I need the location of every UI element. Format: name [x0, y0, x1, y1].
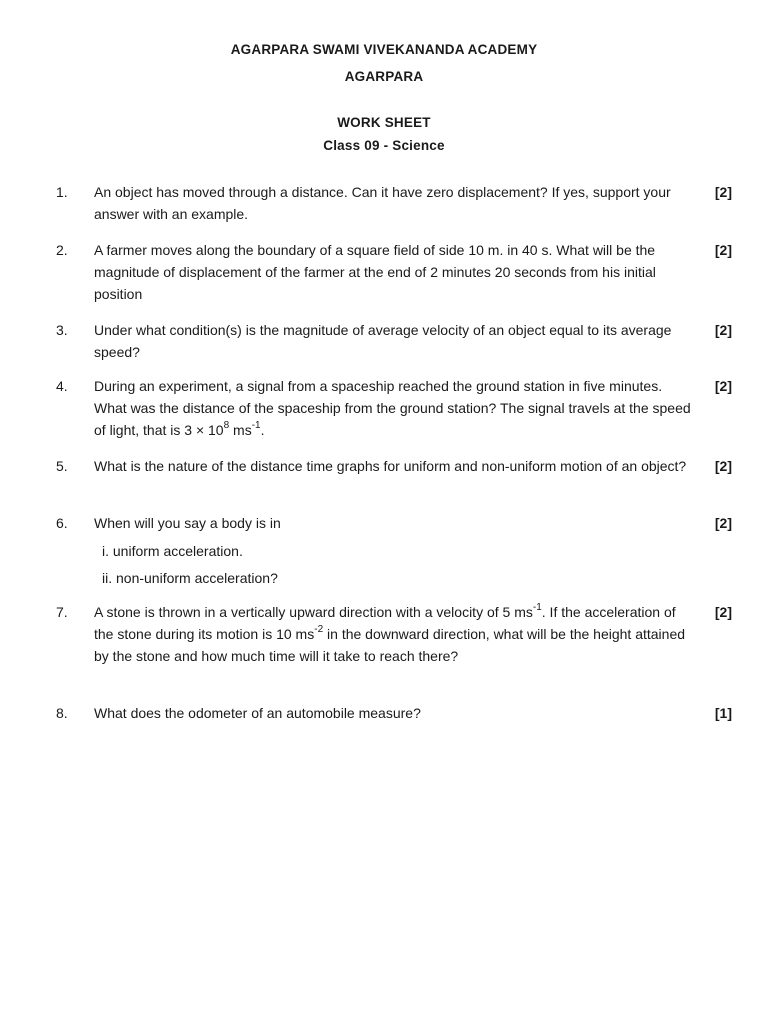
question-text: Under what condition(s) is the magnitude of average velocity of an object equal to its average speed? [94, 322, 672, 360]
question-marks: [2] [714, 322, 732, 338]
question-marks: [2] [714, 242, 732, 258]
question-text [94, 512, 694, 592]
question-text: During an experiment, a signal from a spaceship reached the ground station in five minutes. What was the distance of the spaceship from the ground station? The signal travels at the speed of light, that is $3 \times 10^8$ $ms^{-1}$. [94, 378, 691, 438]
exponent: -1 [251, 420, 261, 431]
sub-question-i: i. uniform acceleration. [102, 543, 243, 559]
exponent: 8 [223, 420, 230, 431]
question-number: 8. [56, 705, 68, 721]
question-marks: [1] [714, 705, 732, 721]
question-number: 1. [56, 184, 68, 200]
question-marks: [2] [714, 515, 732, 531]
exponent: -1 [532, 602, 542, 613]
question-marks: [2] [714, 378, 732, 394]
school-name: AGARPARA SWAMI VIVEKANANDA ACADEMY [230, 42, 538, 57]
question-number: 4. [56, 378, 68, 394]
question-number: 7. [56, 604, 68, 620]
question-text: A farmer moves along the boundary of a square field of side 10 m. in 40 s. What will be the magnitude of displacement of the farmer at the end of 2 minutes 20 seconds from his initial position [94, 242, 656, 302]
question-number: 5. [56, 458, 68, 474]
school-location: AGARPARA [344, 69, 424, 84]
class-subject: Class 09 - Science [323, 138, 445, 153]
question-marks: [2] [714, 458, 732, 474]
sub-question-ii: ii. non-uniform acceleration? [102, 570, 278, 586]
exponent: -2 [314, 624, 324, 635]
question-text: A stone is thrown in a vertically upward direction with a velocity of 5 $ms^{-1}$. If the acceleration of the stone during its motion is 10 $ms^{-2}$ in the downward direction, what will be the height attained by the stone and how much time will it take to reach there? [94, 602, 686, 664]
question-number: 3. [56, 322, 68, 338]
question-marks: [2] [714, 604, 732, 620]
question-marks: [2] [714, 184, 732, 200]
question-text: What does the odometer of an automobile measure? [94, 705, 421, 721]
question-text: What is the nature of the distance time graphs for uniform and non-uniform motion of an object? [94, 458, 687, 474]
question-stem: When will you say a body is in [94, 515, 281, 531]
question-text: An object has moved through a distance. Can it have zero displacement? If yes, support your answer with an example. [94, 184, 671, 222]
question-number: 6. [56, 515, 68, 531]
question-number: 2. [56, 242, 68, 258]
worksheet-title: WORK SHEET [337, 115, 431, 130]
